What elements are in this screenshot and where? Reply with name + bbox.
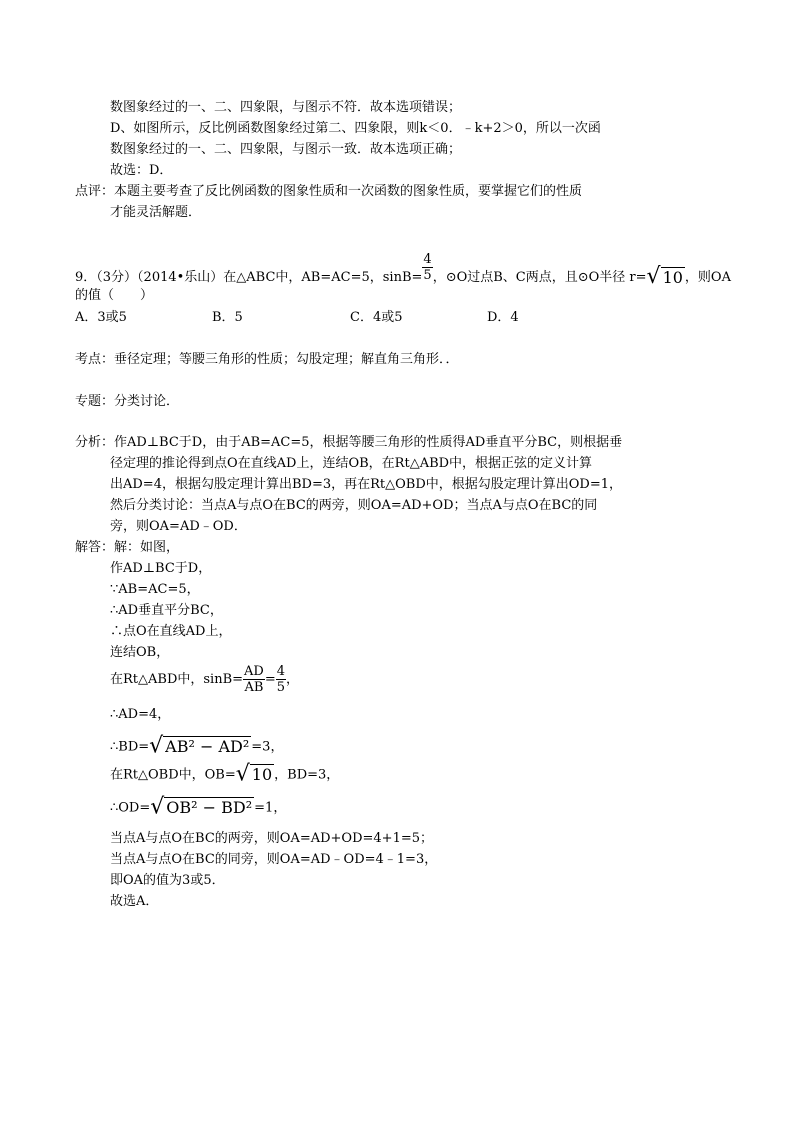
fraction-4-5 <box>422 252 432 283</box>
option-b: B．5 <box>212 310 243 325</box>
fraction-denominator: 5 <box>423 268 432 283</box>
analysis-line: 出AD=4，根据勾股定理计算出BD=3，再在Rt△OBD中，根据勾股定理计算出OD=1， <box>110 477 623 492</box>
solution-line: 作AD⊥BC于D， <box>110 561 212 576</box>
comment-line: 点评：本题主要考查了反比例函数的图象性质和一次函数的图象性质，要掌握它们的性质 <box>75 184 583 199</box>
question-text: ，则OA <box>684 270 731 285</box>
solution-text: ，BD=3， <box>274 767 340 783</box>
analysis-line: 然后分类讨论：当点A与点O在BC的两旁，则OA=AD+OD；当点A与点O在BC的同 <box>110 498 598 513</box>
solution-line: 当点A与点O在BC的同旁，则OA=AD﹣OD=4﹣1=3， <box>110 852 438 867</box>
fraction-ad-ab <box>243 664 265 695</box>
solution-bd-line <box>110 732 283 763</box>
kaodian-line: 考点：垂径定理；等腰三角形的性质；勾股定理；解直角三角形．． <box>75 352 459 367</box>
solution-text: ∴BD= <box>110 739 150 755</box>
solution-line: ∴AD垂直平分BC， <box>110 603 223 618</box>
sqrt-10: √ 10 <box>646 264 683 290</box>
question-text: ，⊙O过点B、C两点，且⊙O半径 r= <box>432 270 647 285</box>
solution-line: 解答：解：如图， <box>75 540 180 555</box>
question-9-stem-end: 的值（ ） <box>75 288 154 303</box>
solution-text: =1， <box>254 800 287 816</box>
sqrt-expression: √ AB² − AD² <box>149 733 250 759</box>
option-c: C．4或5 <box>350 310 403 325</box>
solution-line: ∵AB=AC=5， <box>110 582 200 597</box>
text-line: 故选：D． <box>110 163 173 178</box>
fraction-4-5 <box>276 664 286 695</box>
solution-sinb-line <box>110 662 299 698</box>
solution-line: 连结OB， <box>110 645 170 660</box>
equals-sign: = <box>264 672 276 687</box>
fraction-denominator: 5 <box>276 680 286 695</box>
solution-line: ∴点O在直线AD上， <box>110 624 232 639</box>
solution-line: 即OA的值为3或5． <box>110 873 225 888</box>
solution-line: 故选A． <box>110 894 159 909</box>
fraction-numerator: 4 <box>276 664 286 679</box>
comment-line: 才能灵活解题． <box>110 205 202 220</box>
fraction-numerator: 4 <box>423 252 432 267</box>
zhuanti-line: 专题：分类讨论． <box>75 394 180 409</box>
solution-text: 在Rt△OBD中，OB= <box>110 767 236 783</box>
option-a: A．3或5 <box>75 310 127 325</box>
analysis-line: 分析：作AD⊥BC于D，由于AB=AC=5，根据等腰三角形的性质得AD垂直平分BC，则根据垂 <box>75 435 623 450</box>
fraction-denominator: AB <box>244 680 264 695</box>
solution-text: =3， <box>251 739 284 755</box>
solution-line: 当点A与点O在BC的两旁，则OA=AD+OD=4+1=5； <box>110 831 434 846</box>
question-9-stem <box>75 252 731 293</box>
sqrt-expression: √ OB² − BD² <box>150 794 253 820</box>
option-d: D．4 <box>487 310 519 325</box>
solution-od-line <box>110 793 286 824</box>
solution-ob-line <box>110 763 339 788</box>
analysis-line: 径定理的推论得到点O在直线AD上，连结OB，在Rt△ABD中，根据正弦的定义计算 <box>110 456 593 471</box>
text-line: D、如图所示，反比例函数图象经过第二、四象限，则k＜0．﹣k+2＞0，所以一次函 <box>110 121 601 136</box>
fraction-numerator: AD <box>244 664 264 679</box>
solution-line: ∴AD=4， <box>110 707 171 722</box>
solution-text: ∴OD= <box>110 800 151 816</box>
solution-text: 在Rt△ABD中，sinB= <box>110 672 244 687</box>
analysis-line: 旁，则OA=AD﹣OD． <box>110 519 247 534</box>
text-line: 数图象经过的一、二、四象限，与图示一致．故本选项正确； <box>110 142 462 157</box>
sqrt-10: √ 10 <box>235 761 273 787</box>
solution-text: ， <box>286 672 300 687</box>
question-text: 9．（3分）（2014•乐山）在△ABC中，AB=AC=5，sinB= <box>75 270 423 285</box>
text-line: 数图象经过的一、二、四象限，与图示不符．故本选项错误； <box>110 100 462 115</box>
